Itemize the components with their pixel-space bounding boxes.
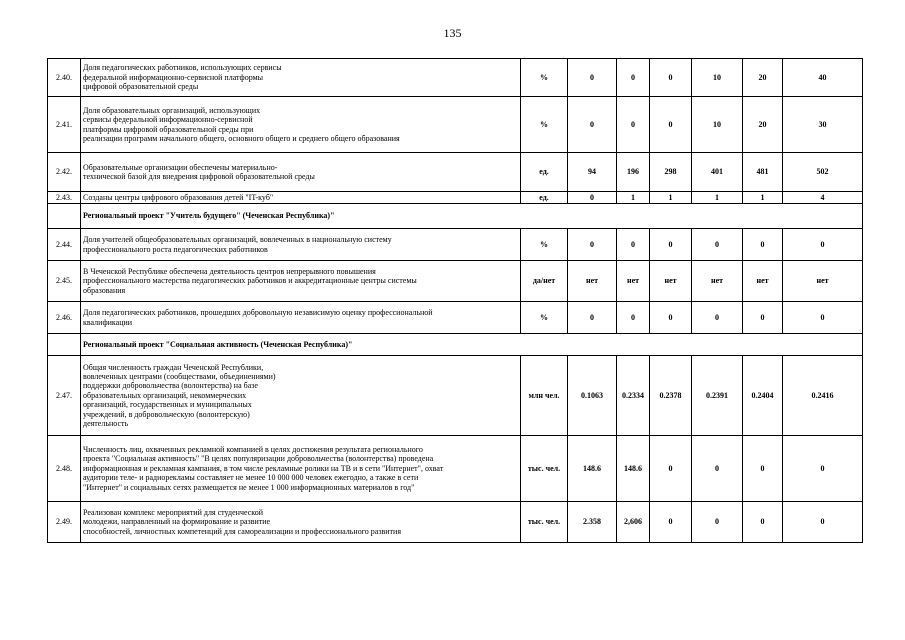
value-cell: 0 [743,229,783,261]
value-cell: 0 [617,97,650,153]
value-cell: 0.2334 [617,356,650,436]
row-number: 2.46. [48,302,81,334]
row-number: 2.45. [48,261,81,302]
value-cell: 0 [650,436,692,502]
row-number: 2.42. [48,153,81,192]
section-row [48,204,863,229]
page-number: 135 [443,26,462,40]
value-cell: 0 [617,59,650,97]
table-row [48,153,863,192]
row-number: 2.41. [48,97,81,153]
value-cell: 2,606 [617,502,650,543]
value-cell: 20 [743,59,783,97]
table-row [48,261,863,302]
indicator-description: Реализован комплекс мероприятий для студенческой молодежи, направленный на формирование и развитие способностей, личностных компетенций для самореализации и профессионального развития [81,502,521,543]
value-cell: нет [783,261,863,302]
row-number: 2.48. [48,436,81,502]
table-row [48,192,863,204]
value-cell: 0 [650,502,692,543]
value-cell: 10 [692,59,743,97]
table-row [48,436,863,502]
value-cell: нет [617,261,650,302]
value-cell: 4 [783,192,863,204]
indicator-description: Образовательные организации обеспечены материально- технической базой для внедрения цифровой образовательной среды [81,153,521,192]
value-cell: 0 [568,229,617,261]
value-cell: 0.2391 [692,356,743,436]
value-cell: 20 [743,97,783,153]
value-cell: 0.2416 [783,356,863,436]
value-cell: 30 [783,97,863,153]
section-title: Региональный проект "Социальная активность (Чеченская Республика)" [81,334,863,356]
value-cell: 0 [783,302,863,334]
value-cell: 0 [692,436,743,502]
indicator-description: В Чеченской Республике обеспечена деятельность центров непрерывного повышения профессионального мастерства педагогических работников и аккредитационные центры системы образования [81,261,521,302]
value-cell: 0 [568,59,617,97]
value-cell: 0 [743,436,783,502]
row-number: 2.44. [48,229,81,261]
table-row [48,59,863,97]
value-cell: нет [650,261,692,302]
value-cell: 0 [650,97,692,153]
value-cell: 502 [783,153,863,192]
table-row [48,97,863,153]
value-cell: 0 [743,302,783,334]
value-cell: 0 [692,502,743,543]
value-cell: 196 [617,153,650,192]
value-cell: 1 [650,192,692,204]
row-number: 2.47. [48,356,81,436]
value-cell: 40 [783,59,863,97]
unit-cell: % [521,302,568,334]
value-cell: 0 [617,229,650,261]
section-title: Региональный проект "Учитель будущего" (Чеченская Республика)" [81,204,863,229]
value-cell: 0 [650,229,692,261]
value-cell: 0 [743,502,783,543]
value-cell: 0 [692,302,743,334]
unit-cell: млн чел. [521,356,568,436]
value-cell: нет [743,261,783,302]
value-cell: 0 [692,229,743,261]
value-cell: 0.2378 [650,356,692,436]
indicator-description: Доля педагогических работников, использующих сервисы федеральной информационно-сервисной платформы цифровой образовательной среды [81,59,521,97]
table-row [48,302,863,334]
value-cell: 2.358 [568,502,617,543]
value-cell: 94 [568,153,617,192]
value-cell: 148.6 [568,436,617,502]
unit-cell: тыс. чел. [521,502,568,543]
indicator-description: Доля педагогических работников, прошедших добровольную независимую оценку профессиональной квалификации [81,302,521,334]
row-number: 2.49. [48,502,81,543]
value-cell: 0.1063 [568,356,617,436]
unit-cell: % [521,229,568,261]
indicator-description: Созданы центры цифрового образования детей "IT-куб" [81,192,521,204]
unit-cell: да/нет [521,261,568,302]
section-num-cell [48,204,81,229]
value-cell: 148.6 [617,436,650,502]
value-cell: 0 [650,59,692,97]
value-cell: 481 [743,153,783,192]
value-cell: 10 [692,97,743,153]
value-cell: 0 [568,97,617,153]
unit-cell: % [521,97,568,153]
value-cell: 1 [743,192,783,204]
table-row [48,502,863,543]
value-cell: 0 [568,192,617,204]
value-cell: 401 [692,153,743,192]
section-row [48,334,863,356]
value-cell: 0.2404 [743,356,783,436]
unit-cell: % [521,59,568,97]
table-row [48,229,863,261]
row-number: 2.40. [48,59,81,97]
value-cell: 0 [617,302,650,334]
indicator-description: Общая численность граждан Чеченской Республики, вовлеченных центрами (сообществами, объединениями) поддержки добровольчества (волонтерства) на базе образовательных организаций, некоммерческих организаций, государственных и муниципальных учреждений, в добровольческую (волонтерскую) деятельность [81,356,521,436]
value-cell: нет [692,261,743,302]
value-cell: нет [568,261,617,302]
section-num-cell [48,334,81,356]
unit-cell: ед. [521,153,568,192]
row-number: 2.43. [48,192,81,204]
value-cell: 0 [568,302,617,334]
table-row [48,356,863,436]
indicator-description: Доля образовательных организаций, использующих сервисы федеральной информационно-сервисной платформы цифровой образовательной среды при реализации программ начального общего, основного общего и среднего общего образования [81,97,521,153]
value-cell: 0 [783,502,863,543]
unit-cell: ед. [521,192,568,204]
value-cell: 0 [783,229,863,261]
unit-cell: тыс. чел. [521,436,568,502]
indicator-description: Доля учителей общеобразовательных организаций, вовлеченных в национальную систему профессионального роста педагогических работников [81,229,521,261]
value-cell: 298 [650,153,692,192]
value-cell: 1 [617,192,650,204]
indicators-table [47,58,863,543]
value-cell: 0 [783,436,863,502]
value-cell: 1 [692,192,743,204]
indicator-description: Численность лиц, охваченных рекламной компанией в целях достижения результата регионального проекта "Социальная активность" "В целях популяризации добровольчества (волонтерства) проведена информационная и рекламная кампания, в том числе рекламные ролики на ТВ и в сети "Интернет", охват аудитории теле- и радиорекламы составляет не менее 10 000 000 человек ежегодно, а также в сети "Интернет" и социальных сетях размещается не менее 1 000 информационных материалов в год" [81,436,521,502]
value-cell: 0 [650,302,692,334]
